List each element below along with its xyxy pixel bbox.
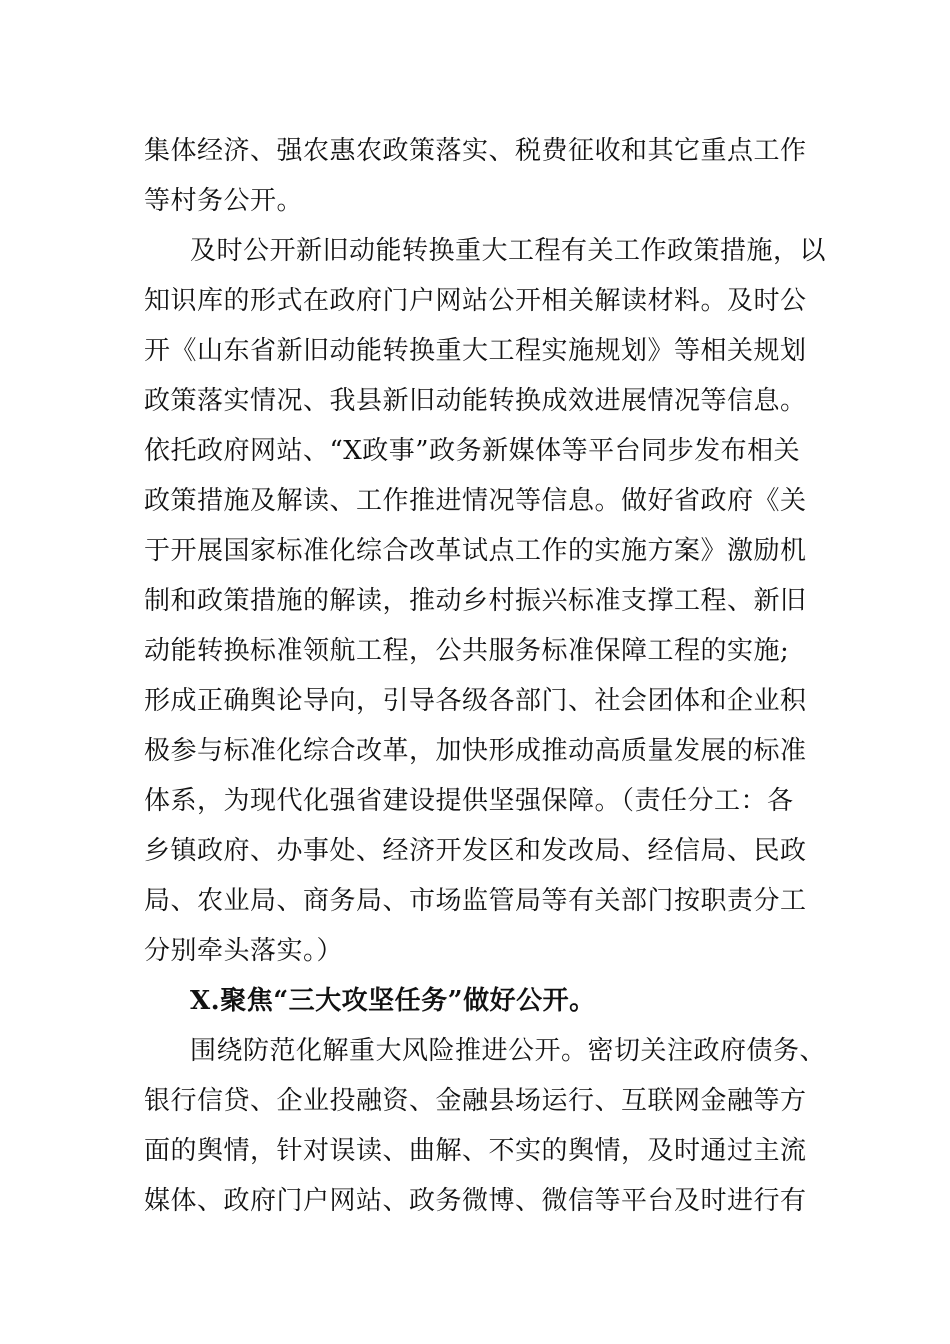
text-line: 开《山东省新旧动能转换重大工程实施规划》等相关规划 <box>144 336 807 366</box>
paragraph-start-line: 及时公开新旧动能转换重大工程有关工作政策措施，以 <box>190 236 827 266</box>
text-line: 知识库的形式在政府门户网站公开相关解读材料。及时公 <box>144 286 807 316</box>
text-line: 动能转换标准领航工程，公共服务标准保障工程的实施; <box>144 636 790 666</box>
text-line: 极参与标准化综合改革，加快形成推动高质量发展的标准 <box>144 736 807 766</box>
text-line: 形成正确舆论导向，引导各级各部门、社会团体和企业积 <box>144 686 807 716</box>
text-line: 政策措施及解读、工作推进情况等信息。做好省政府《关 <box>144 486 807 516</box>
section-heading: X.聚焦“三大攻坚任务”做好公开。 <box>190 986 596 1016</box>
text-line: 依托政府网站、“X政事”政务新媒体等平台同步发布相关 <box>144 436 801 466</box>
text-line: 制和政策措施的解读，推动乡村振兴标准支撑工程、新旧 <box>144 586 807 616</box>
text-line: 于开展国家标准化综合改革试点工作的实施方案》激励机 <box>144 536 807 566</box>
paragraph-start-line: 围绕防范化解重大风险推进公开。密切关注政府债务、 <box>190 1036 827 1066</box>
text-line: 体系，为现代化强省建设提供坚强保障。（责任分工：各 <box>144 786 794 816</box>
text-line: 分别牵头落实。） <box>144 936 344 966</box>
text-line: 等村务公开。 <box>144 186 304 216</box>
text-line: 政策落实情况、我县新旧动能转换成效进展情况等信息。 <box>144 386 807 416</box>
text-line: 乡镇政府、办事处、经济开发区和发改局、经信局、民政 <box>144 836 807 866</box>
text-line: 媒体、政府门户网站、政务微博、微信等平台及时进行有 <box>144 1186 807 1216</box>
text-line: 局、农业局、商务局、市场监管局等有关部门按职责分工 <box>144 886 807 916</box>
text-line: 集体经济、强农惠农政策落实、税费征收和其它重点工作 <box>144 136 807 166</box>
text-line: 银行信贷、企业投融资、金融县场运行、互联网金融等方 <box>144 1086 807 1116</box>
text-line: 面的舆情，针对误读、曲解、不实的舆情，及时通过主流 <box>144 1136 807 1166</box>
